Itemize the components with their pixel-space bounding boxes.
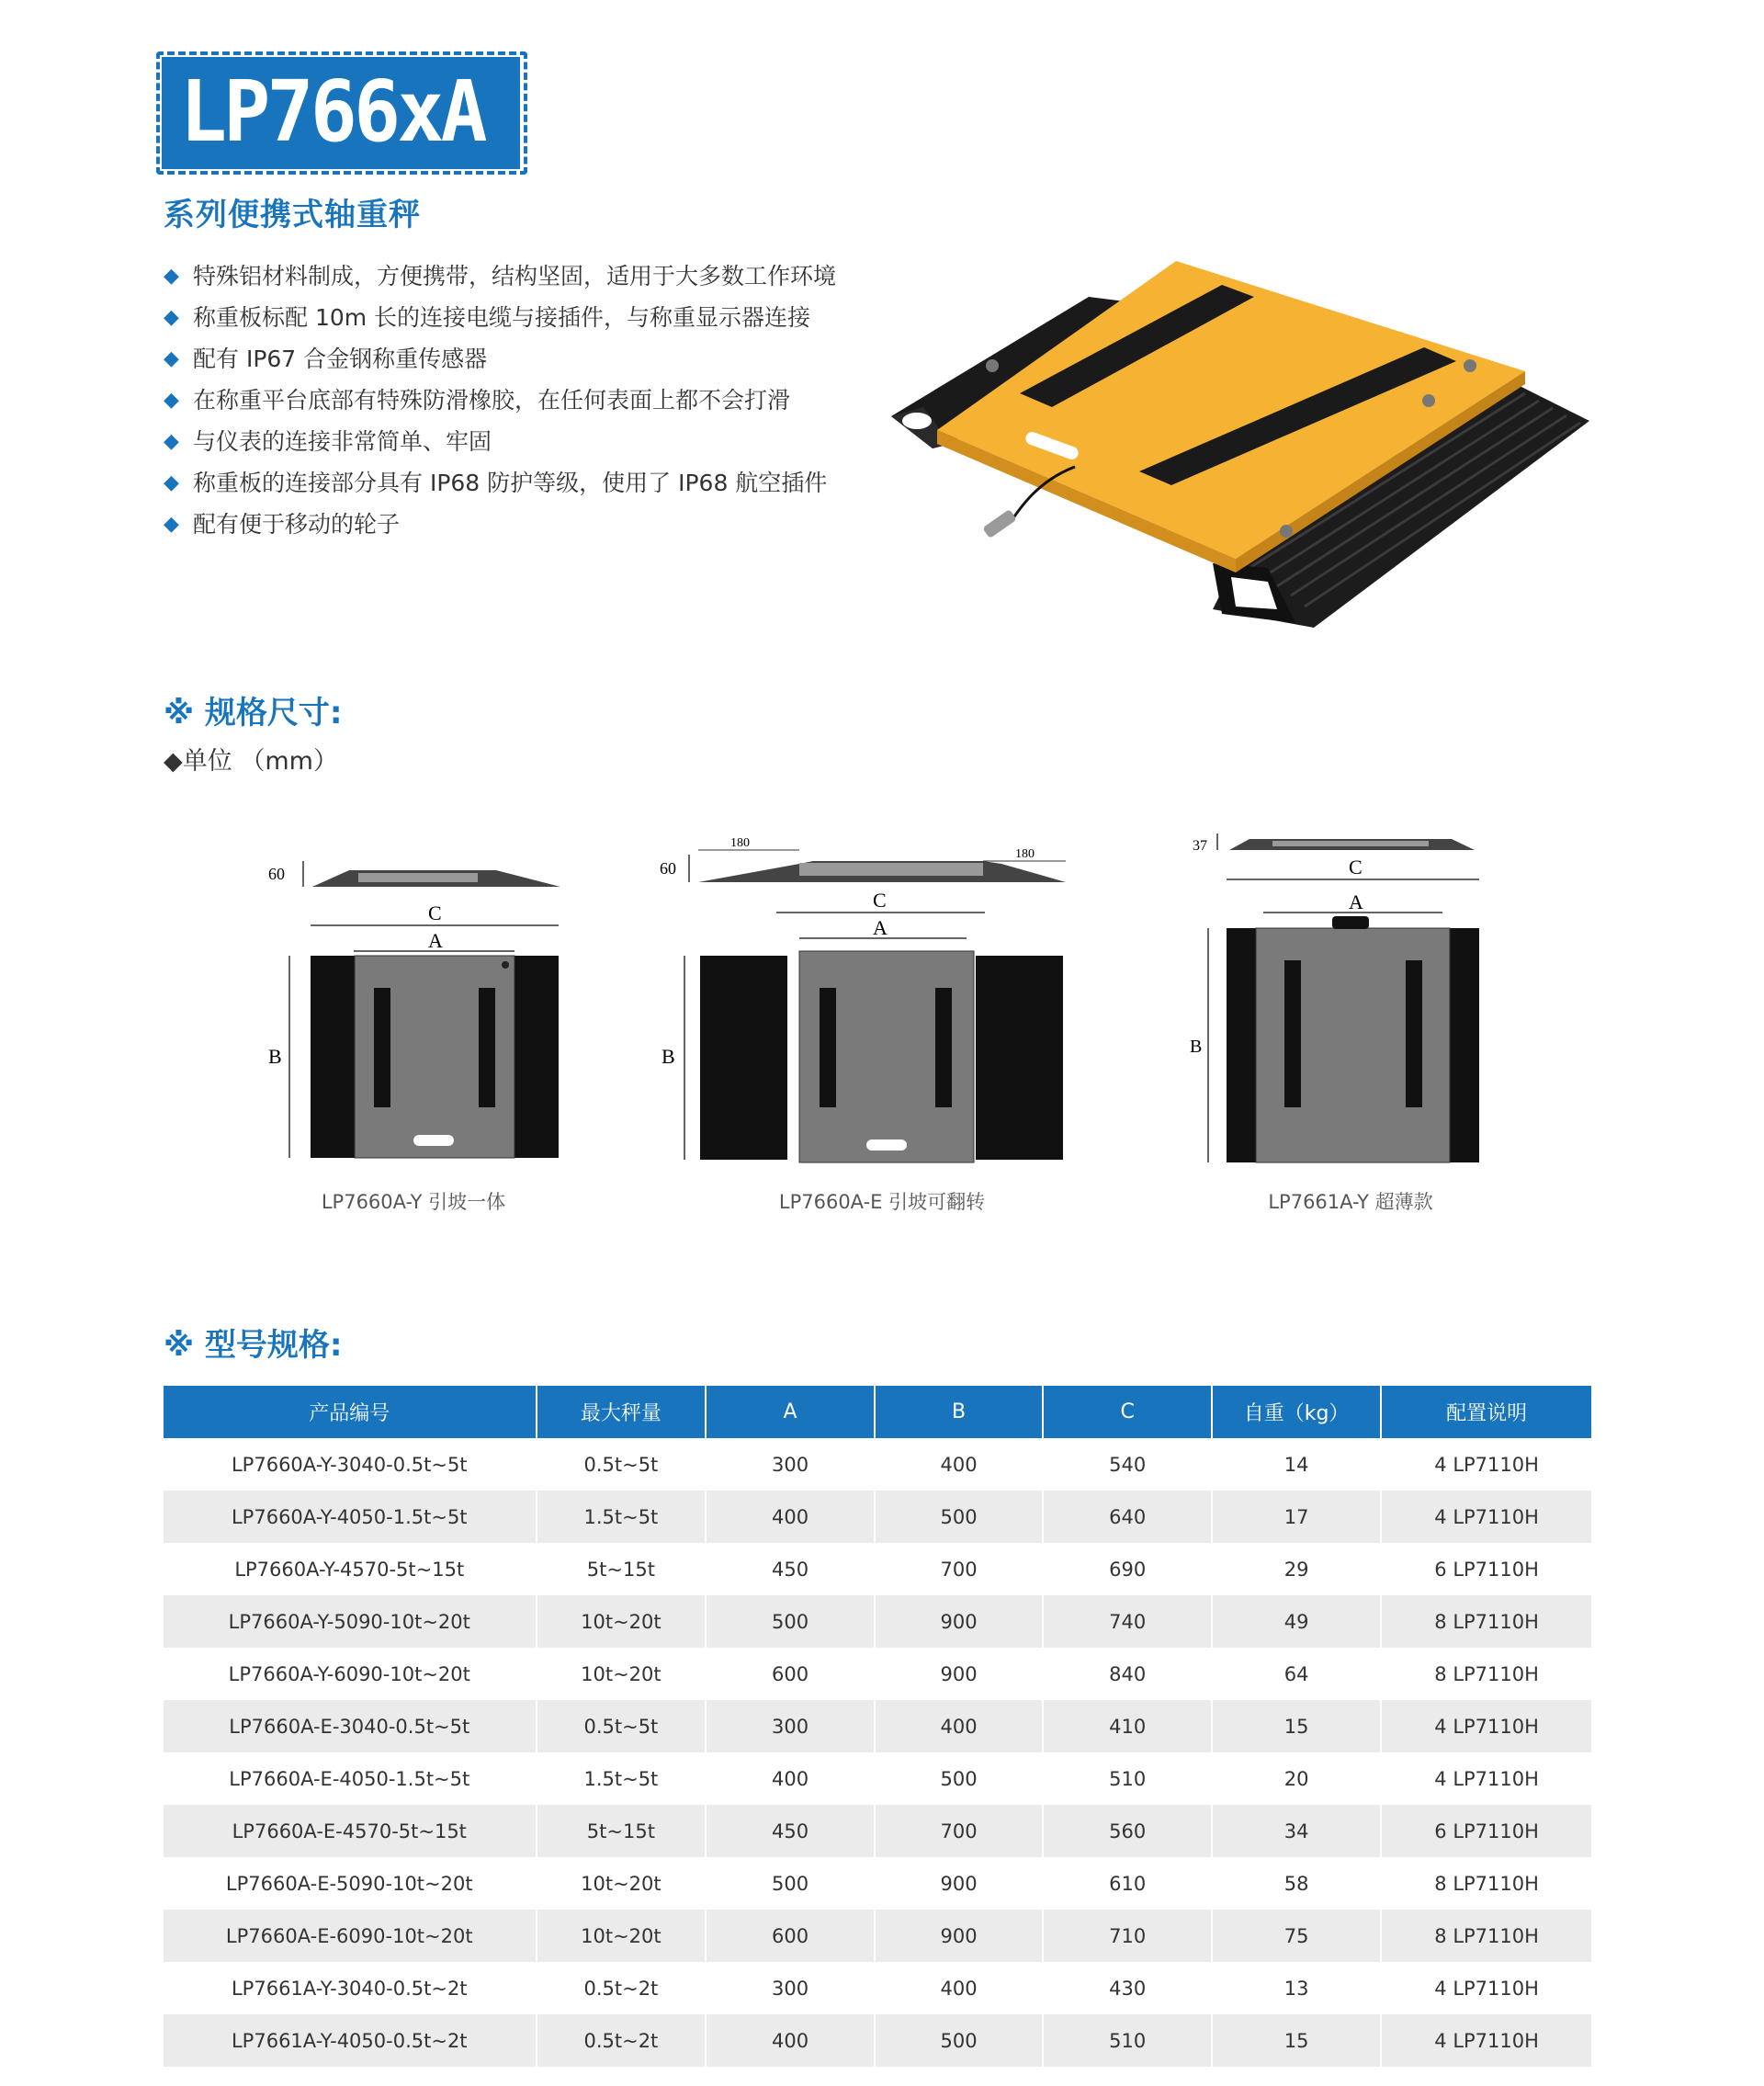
c-label: C [873,889,887,912]
table-cell: 29 [1213,1543,1382,1595]
table-cell: LP7660A-E-4570-5t~15t [164,1805,537,1857]
table-row [164,1910,1591,1962]
table-cell: 1.5t~5t [537,1491,707,1543]
models-section-title: ※ 型号规格: [164,1327,343,1364]
feature-text: 配有便于移动的轮子 [193,510,401,538]
table-cell: 400 [876,1438,1045,1491]
col-header: A [707,1386,876,1438]
table-cell: LP7660A-E-4050-1.5t~5t [164,1752,537,1805]
table-cell: 300 [707,1700,876,1752]
table-row [164,1752,1591,1805]
table-cell: 300 [707,1962,876,2014]
table-cell: 500 [707,1857,876,1910]
table-cell: 8 LP7110H [1382,1910,1591,1962]
table-cell: 4 LP7110H [1382,1700,1591,1752]
table-row [164,1805,1591,1857]
col-header: 最大秤量 [537,1386,707,1438]
diagram-caption: LP7660A-Y 引坡一体 [321,1191,506,1213]
feature-text: 在称重平台底部有特殊防滑橡胶，在任何表面上都不会打滑 [193,386,791,414]
table-cell: 20 [1213,1752,1382,1805]
table-cell: 430 [1044,1962,1213,2014]
c-label: C [428,901,442,924]
table-cell: 8 LP7110H [1382,1595,1591,1648]
table-cell: 500 [876,1491,1045,1543]
table-cell: 500 [707,1595,876,1648]
table-cell: 540 [1044,1438,1213,1491]
table-cell: 4 LP7110H [1382,1962,1591,2014]
table-row [164,1491,1591,1543]
table-cell: 10t~20t [537,1857,707,1910]
table-cell: 5t~15t [537,1805,707,1857]
table-cell: 600 [707,1648,876,1700]
table-cell: 740 [1044,1595,1213,1648]
b-label: B [268,1045,282,1068]
height-label: 37 [1193,838,1207,854]
diagram-caption: LP7660A-E 引坡可翻转 [778,1191,986,1213]
table-cell: 0.5t~2t [537,2014,707,2067]
table-cell: 450 [707,1805,876,1857]
unit-label: ◆单位 （mm） [164,747,338,776]
table-cell: 8 LP7110H [1382,1648,1591,1700]
ramp-label-left: 180 [730,836,750,850]
table-row [164,1700,1591,1752]
table-cell: 10t~20t [537,1910,707,1962]
table-cell: LP7660A-Y-4570-5t~15t [164,1543,537,1595]
feature-list [164,255,836,545]
feature-item [164,462,836,504]
a-label: A [428,929,443,952]
feature-text: 配有 IP67 合金钢称重传感器 [193,345,488,372]
table-cell: 1.5t~5t [537,1752,707,1805]
table-cell: LP7660A-E-6090-10t~20t [164,1910,537,1962]
table-row [164,2014,1591,2067]
product-logo [162,57,520,169]
table-cell: 17 [1213,1491,1382,1543]
table-cell: 6 LP7110H [1382,1805,1591,1857]
diagram-lp7660a-y [248,822,579,1172]
c-label: C [1349,856,1363,879]
table-row [164,1962,1591,2014]
diamond-bullet-icon: ◆ [164,346,179,370]
b-label: B [1190,1037,1203,1057]
table-cell: 4 LP7110H [1382,1752,1591,1805]
table-cell: 600 [707,1910,876,1962]
table-cell: 0.5t~5t [537,1700,707,1752]
feature-item [164,421,836,462]
a-label: A [1349,890,1363,913]
spec-table [164,1386,1591,2067]
col-header: B [876,1386,1045,1438]
table-row [164,1857,1591,1910]
table-cell: 710 [1044,1910,1213,1962]
table-cell: 450 [707,1543,876,1595]
table-row [164,1648,1591,1700]
table-cell: LP7660A-Y-4050-1.5t~5t [164,1491,537,1543]
table-cell: 4 LP7110H [1382,1491,1591,1543]
table-cell: LP7660A-E-5090-10t~20t [164,1857,537,1910]
table-cell: 510 [1044,2014,1213,2067]
table-cell: 400 [876,1700,1045,1752]
table-cell: LP7661A-Y-4050-0.5t~2t [164,2014,537,2067]
table-cell: LP7660A-Y-5090-10t~20t [164,1595,537,1648]
table-cell: 700 [876,1543,1045,1595]
table-cell: LP7661A-Y-3040-0.5t~2t [164,1962,537,2014]
table-cell: LP7660A-E-3040-0.5t~5t [164,1700,537,1752]
a-label: A [873,916,888,939]
table-cell: 610 [1044,1857,1213,1910]
table-cell: 4 LP7110H [1382,1438,1591,1491]
table-header-row [164,1386,1591,1438]
feature-item [164,338,836,380]
col-header: 产品编号 [164,1386,537,1438]
table-cell: 400 [707,2014,876,2067]
table-cell: 0.5t~5t [537,1438,707,1491]
table-cell: 900 [876,1910,1045,1962]
table-cell: LP7660A-Y-3040-0.5t~5t [164,1438,537,1491]
table-cell: 700 [876,1805,1045,1857]
table-cell: 400 [707,1752,876,1805]
page-subtitle: 系列便携式轴重秤 [164,197,421,233]
table-cell: 410 [1044,1700,1213,1752]
table-cell: 900 [876,1595,1045,1648]
feature-item [164,380,836,421]
col-header: 自重（kg） [1213,1386,1382,1438]
table-cell: 690 [1044,1543,1213,1595]
table-cell: 5t~15t [537,1543,707,1595]
table-cell: 64 [1213,1648,1382,1700]
table-cell: 640 [1044,1491,1213,1543]
col-header: C [1044,1386,1213,1438]
table-cell: 10t~20t [537,1595,707,1648]
table-cell: 900 [876,1648,1045,1700]
ramp-label-right: 180 [1015,847,1035,861]
feature-text: 称重板标配 10m 长的连接电缆与接插件，与称重显示器连接 [193,303,811,331]
diamond-bullet-icon: ◆ [164,305,179,329]
table-cell: 400 [707,1491,876,1543]
logo-text: LP766xA [180,62,484,161]
specs-section-title: ※ 规格尺寸: [164,695,343,731]
table-cell: 0.5t~2t [537,1962,707,2014]
feature-item [164,504,836,545]
feature-item [164,297,836,338]
diagram-caption: LP7661A-Y 超薄款 [1268,1191,1433,1213]
table-cell: 58 [1213,1857,1382,1910]
height-label: 60 [660,859,676,878]
table-cell: 75 [1213,1910,1382,1962]
table-cell: 15 [1213,2014,1382,2067]
diamond-bullet-icon: ◆ [164,388,179,412]
table-row [164,1543,1591,1595]
feature-text: 特殊铝材料制成，方便携带，结构坚固，适用于大多数工作环境 [193,262,837,289]
table-cell: 8 LP7110H [1382,1857,1591,1910]
table-row [164,1595,1591,1648]
diagram-lp7660a-e [652,822,1075,1172]
table-cell: 13 [1213,1962,1382,2014]
table-cell: 10t~20t [537,1648,707,1700]
table-cell: 900 [876,1857,1045,1910]
diamond-bullet-icon: ◆ [164,264,179,288]
table-cell: 500 [876,1752,1045,1805]
diamond-bullet-icon: ◆ [164,470,179,494]
diamond-bullet-icon: ◆ [164,429,179,453]
feature-text: 称重板的连接部分具有 IP68 防护等级，使用了 IP68 航空插件 [193,469,828,496]
col-header: 配置说明 [1382,1386,1591,1438]
height-label: 60 [268,865,285,883]
product-photo [882,246,1599,632]
table-cell: 34 [1213,1805,1382,1857]
table-cell: 560 [1044,1805,1213,1857]
b-label: B [662,1045,675,1068]
table-row [164,1438,1591,1491]
diagram-lp7661a-y [1185,822,1507,1172]
diamond-bullet-icon: ◆ [164,512,179,536]
table-cell: 4 LP7110H [1382,2014,1591,2067]
feature-item [164,255,836,297]
table-cell: LP7660A-Y-6090-10t~20t [164,1648,537,1700]
table-cell: 14 [1213,1438,1382,1491]
table-cell: 6 LP7110H [1382,1543,1591,1595]
table-cell: 840 [1044,1648,1213,1700]
table-cell: 500 [876,2014,1045,2067]
table-cell: 400 [876,1962,1045,2014]
feature-text: 与仪表的连接非常简单、牢固 [193,427,492,455]
table-cell: 49 [1213,1595,1382,1648]
table-cell: 510 [1044,1752,1213,1805]
table-cell: 300 [707,1438,876,1491]
table-cell: 15 [1213,1700,1382,1752]
